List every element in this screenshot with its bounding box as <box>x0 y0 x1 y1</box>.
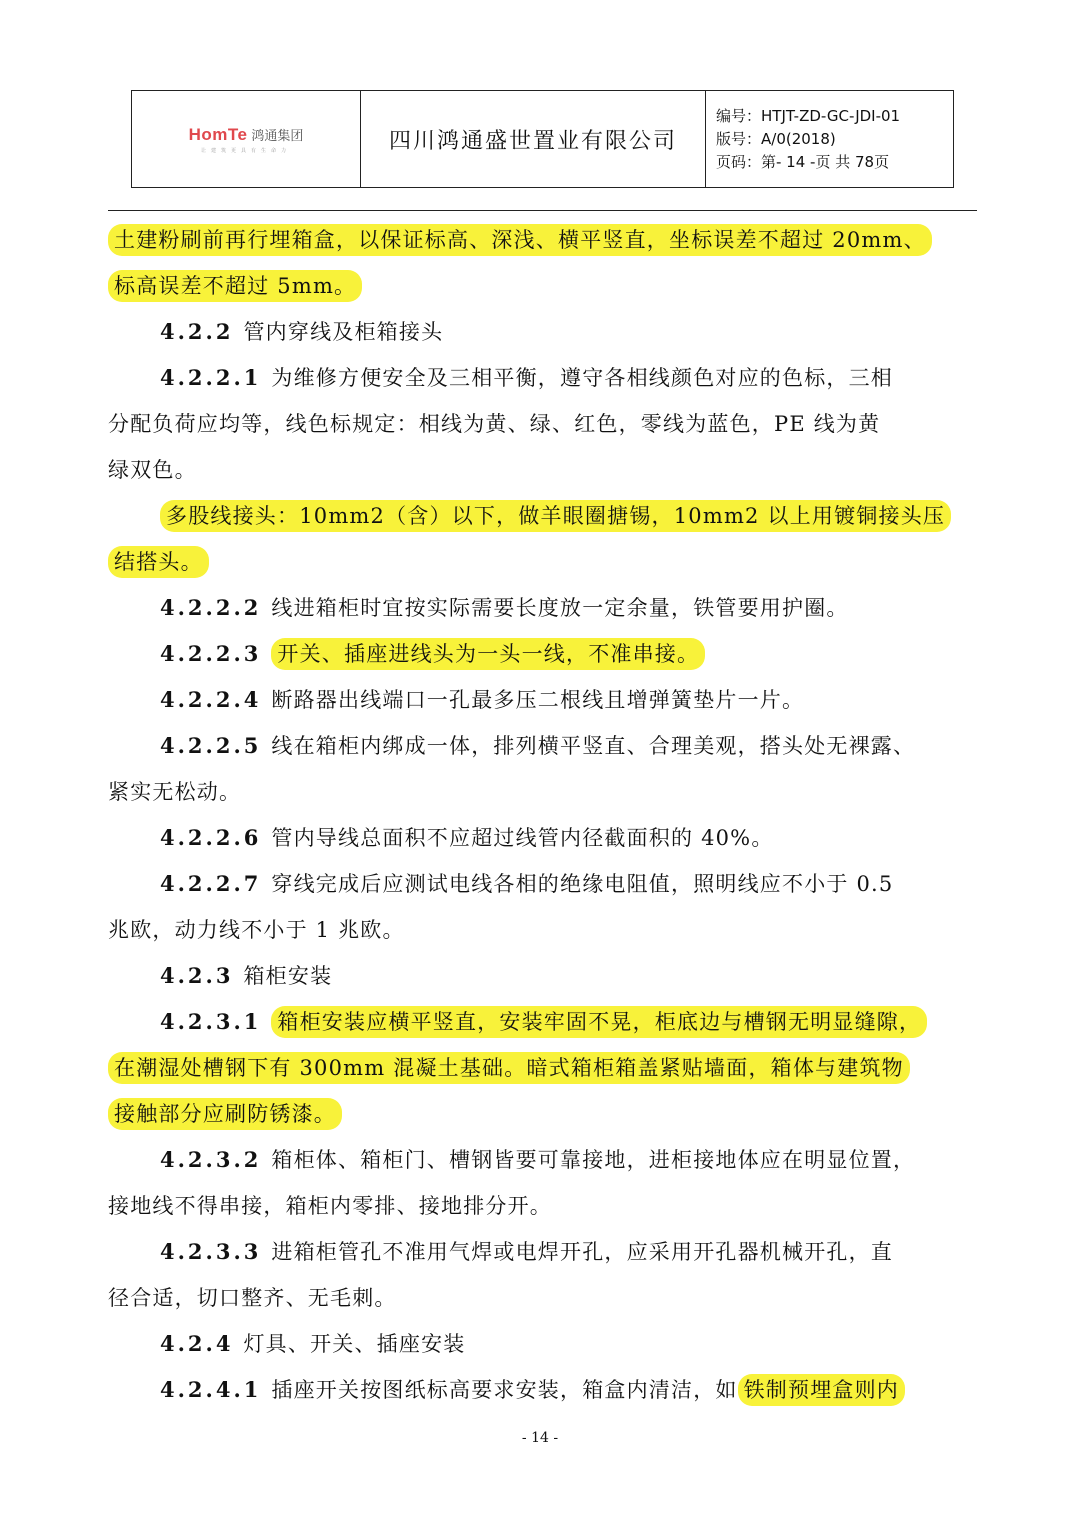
clause-number: 4.2.2.5 <box>160 733 262 758</box>
paragraph-line <box>108 1091 980 1137</box>
clause-number: 4.2.3.3 <box>160 1239 262 1264</box>
section-title: 箱柜安装 <box>243 964 333 988</box>
clause-text: 为维修方便安全及三相平衡，遵守各相线颜色对应的色标，三相 <box>271 366 893 390</box>
highlighted-text: 土建粉刷前再行埋箱盒，以保证标高、深浅、横平竖直，坐标误差不超过 20mm、 <box>108 224 932 256</box>
paragraph-line <box>108 493 980 539</box>
clause <box>108 631 980 677</box>
clause-number: 4.2.2.2 <box>160 595 262 620</box>
section-number: 4.2.2 <box>160 319 234 344</box>
logo-slogan: 让建筑更具有生命力 <box>200 147 291 154</box>
clause-text: 进箱柜管孔不准用气焊或电焊开孔，应采用开孔器机械开孔，直 <box>271 1240 893 1264</box>
logo-brand: HomTe <box>188 124 248 144</box>
clause <box>108 1229 980 1275</box>
clause <box>108 999 980 1045</box>
clause <box>108 861 980 907</box>
section-heading <box>108 1321 980 1367</box>
clause-number: 4.2.3.2 <box>160 1147 262 1172</box>
company-name: 四川鸿通盛世置业有限公司 <box>361 91 706 187</box>
clause-number: 4.2.2.7 <box>160 871 262 896</box>
highlighted-text: 标高误差不超过 5mm。 <box>108 270 362 302</box>
clause <box>108 1137 980 1183</box>
clause-number: 4.2.2.3 <box>160 641 262 666</box>
highlighted-text: 在潮湿处槽钢下有 300mm 混凝土基础。暗式箱柜箱盖紧贴墙面，箱体与建筑物 <box>108 1052 910 1084</box>
paragraph-line: 径合适，切口整齐、无毛刺。 <box>108 1286 397 1310</box>
section-heading <box>108 309 980 355</box>
clause <box>108 677 980 723</box>
clause-number: 4.2.3.1 <box>160 1009 262 1034</box>
paragraph-line: 绿双色。 <box>108 458 197 482</box>
paragraph-line: 紧实无松动。 <box>108 780 242 804</box>
clause <box>108 355 980 401</box>
clause-text: 线在箱柜内绑成一体，排列横平竖直、合理美观，搭头处无裸露、 <box>271 734 916 758</box>
clause-text: 箱柜体、箱柜门、槽钢皆要可靠接地，进柜接地体应在明显位置， <box>271 1148 916 1172</box>
section-title: 管内穿线及柜箱接头 <box>243 320 444 344</box>
paragraph-line: 分配负荷应均等，线色标规定：相线为黄、绿、红色，零线为蓝色，PE 线为黄 <box>108 412 881 436</box>
section-title: 灯具、开关、插座安装 <box>243 1332 466 1356</box>
section-number: 4.2.4 <box>160 1331 234 1356</box>
paragraph-line: 兆欧，动力线不小于 1 兆欧。 <box>108 918 405 942</box>
paragraph-line <box>108 263 980 309</box>
paragraph-line <box>108 217 980 263</box>
clause-number: 4.2.2.6 <box>160 825 262 850</box>
clause-text: 插座开关按图纸标高要求安装，箱盒内清洁，如 <box>271 1378 738 1402</box>
highlighted-text: 箱柜安装应横平竖直，安装牢固不晃，柜底边与槽钢无明显缝隙， <box>271 1006 927 1038</box>
clause <box>108 585 980 631</box>
paragraph-line: 接地线不得串接，箱柜内零排、接地排分开。 <box>108 1194 552 1218</box>
doc-version: 版号：A/0(2018) <box>716 129 836 148</box>
logo-chinese-name: 鸿通集团 <box>251 128 304 143</box>
page-number: - 14 - <box>521 1430 559 1446</box>
clause-number: 4.2.4.1 <box>160 1377 262 1402</box>
highlighted-text: 结搭头。 <box>108 546 209 578</box>
clause-text: 管内导线总面积不应超过线管内径截面积的 40%。 <box>271 826 774 850</box>
clause <box>108 723 980 769</box>
clause <box>108 1367 980 1413</box>
section-heading <box>108 953 980 999</box>
document-header <box>131 90 954 188</box>
doc-page-info: 页码：第- 14 -页 共 78页 <box>716 152 890 171</box>
clause-number: 4.2.2.4 <box>160 687 262 712</box>
highlighted-text: 接触部分应刷防锈漆。 <box>108 1098 342 1130</box>
paragraph-line <box>108 1045 980 1091</box>
highlighted-text: 多股线接头：10mm2（含）以下，做羊眼圈搪锡，10mm2 以上用镀铜接头压 <box>160 500 951 532</box>
document-meta <box>706 91 953 187</box>
section-number: 4.2.3 <box>160 963 234 988</box>
paragraph-line <box>108 539 980 585</box>
clause-number: 4.2.2.1 <box>160 365 262 390</box>
doc-number: 编号：HTJT-ZD-GC-JDⅠ-01 <box>716 106 901 125</box>
clause-text: 穿线完成后应测试电线各相的绝缘电阻值，照明线应不小于 0.5 <box>271 872 894 896</box>
highlighted-text: 开关、插座进线头为一头一线，不准串接。 <box>271 638 705 670</box>
header-divider <box>108 210 977 211</box>
highlighted-text: 铁制预埋盒则内 <box>738 1374 905 1406</box>
clause-text: 线进箱柜时宜按实际需要长度放一定余量，铁管要用护圈。 <box>271 596 849 620</box>
clause-text: 断路器出线端口一孔最多压二根线且增弹簧垫片一片。 <box>271 688 805 712</box>
clause <box>108 815 980 861</box>
logo <box>132 91 361 187</box>
document-body <box>108 217 980 1413</box>
